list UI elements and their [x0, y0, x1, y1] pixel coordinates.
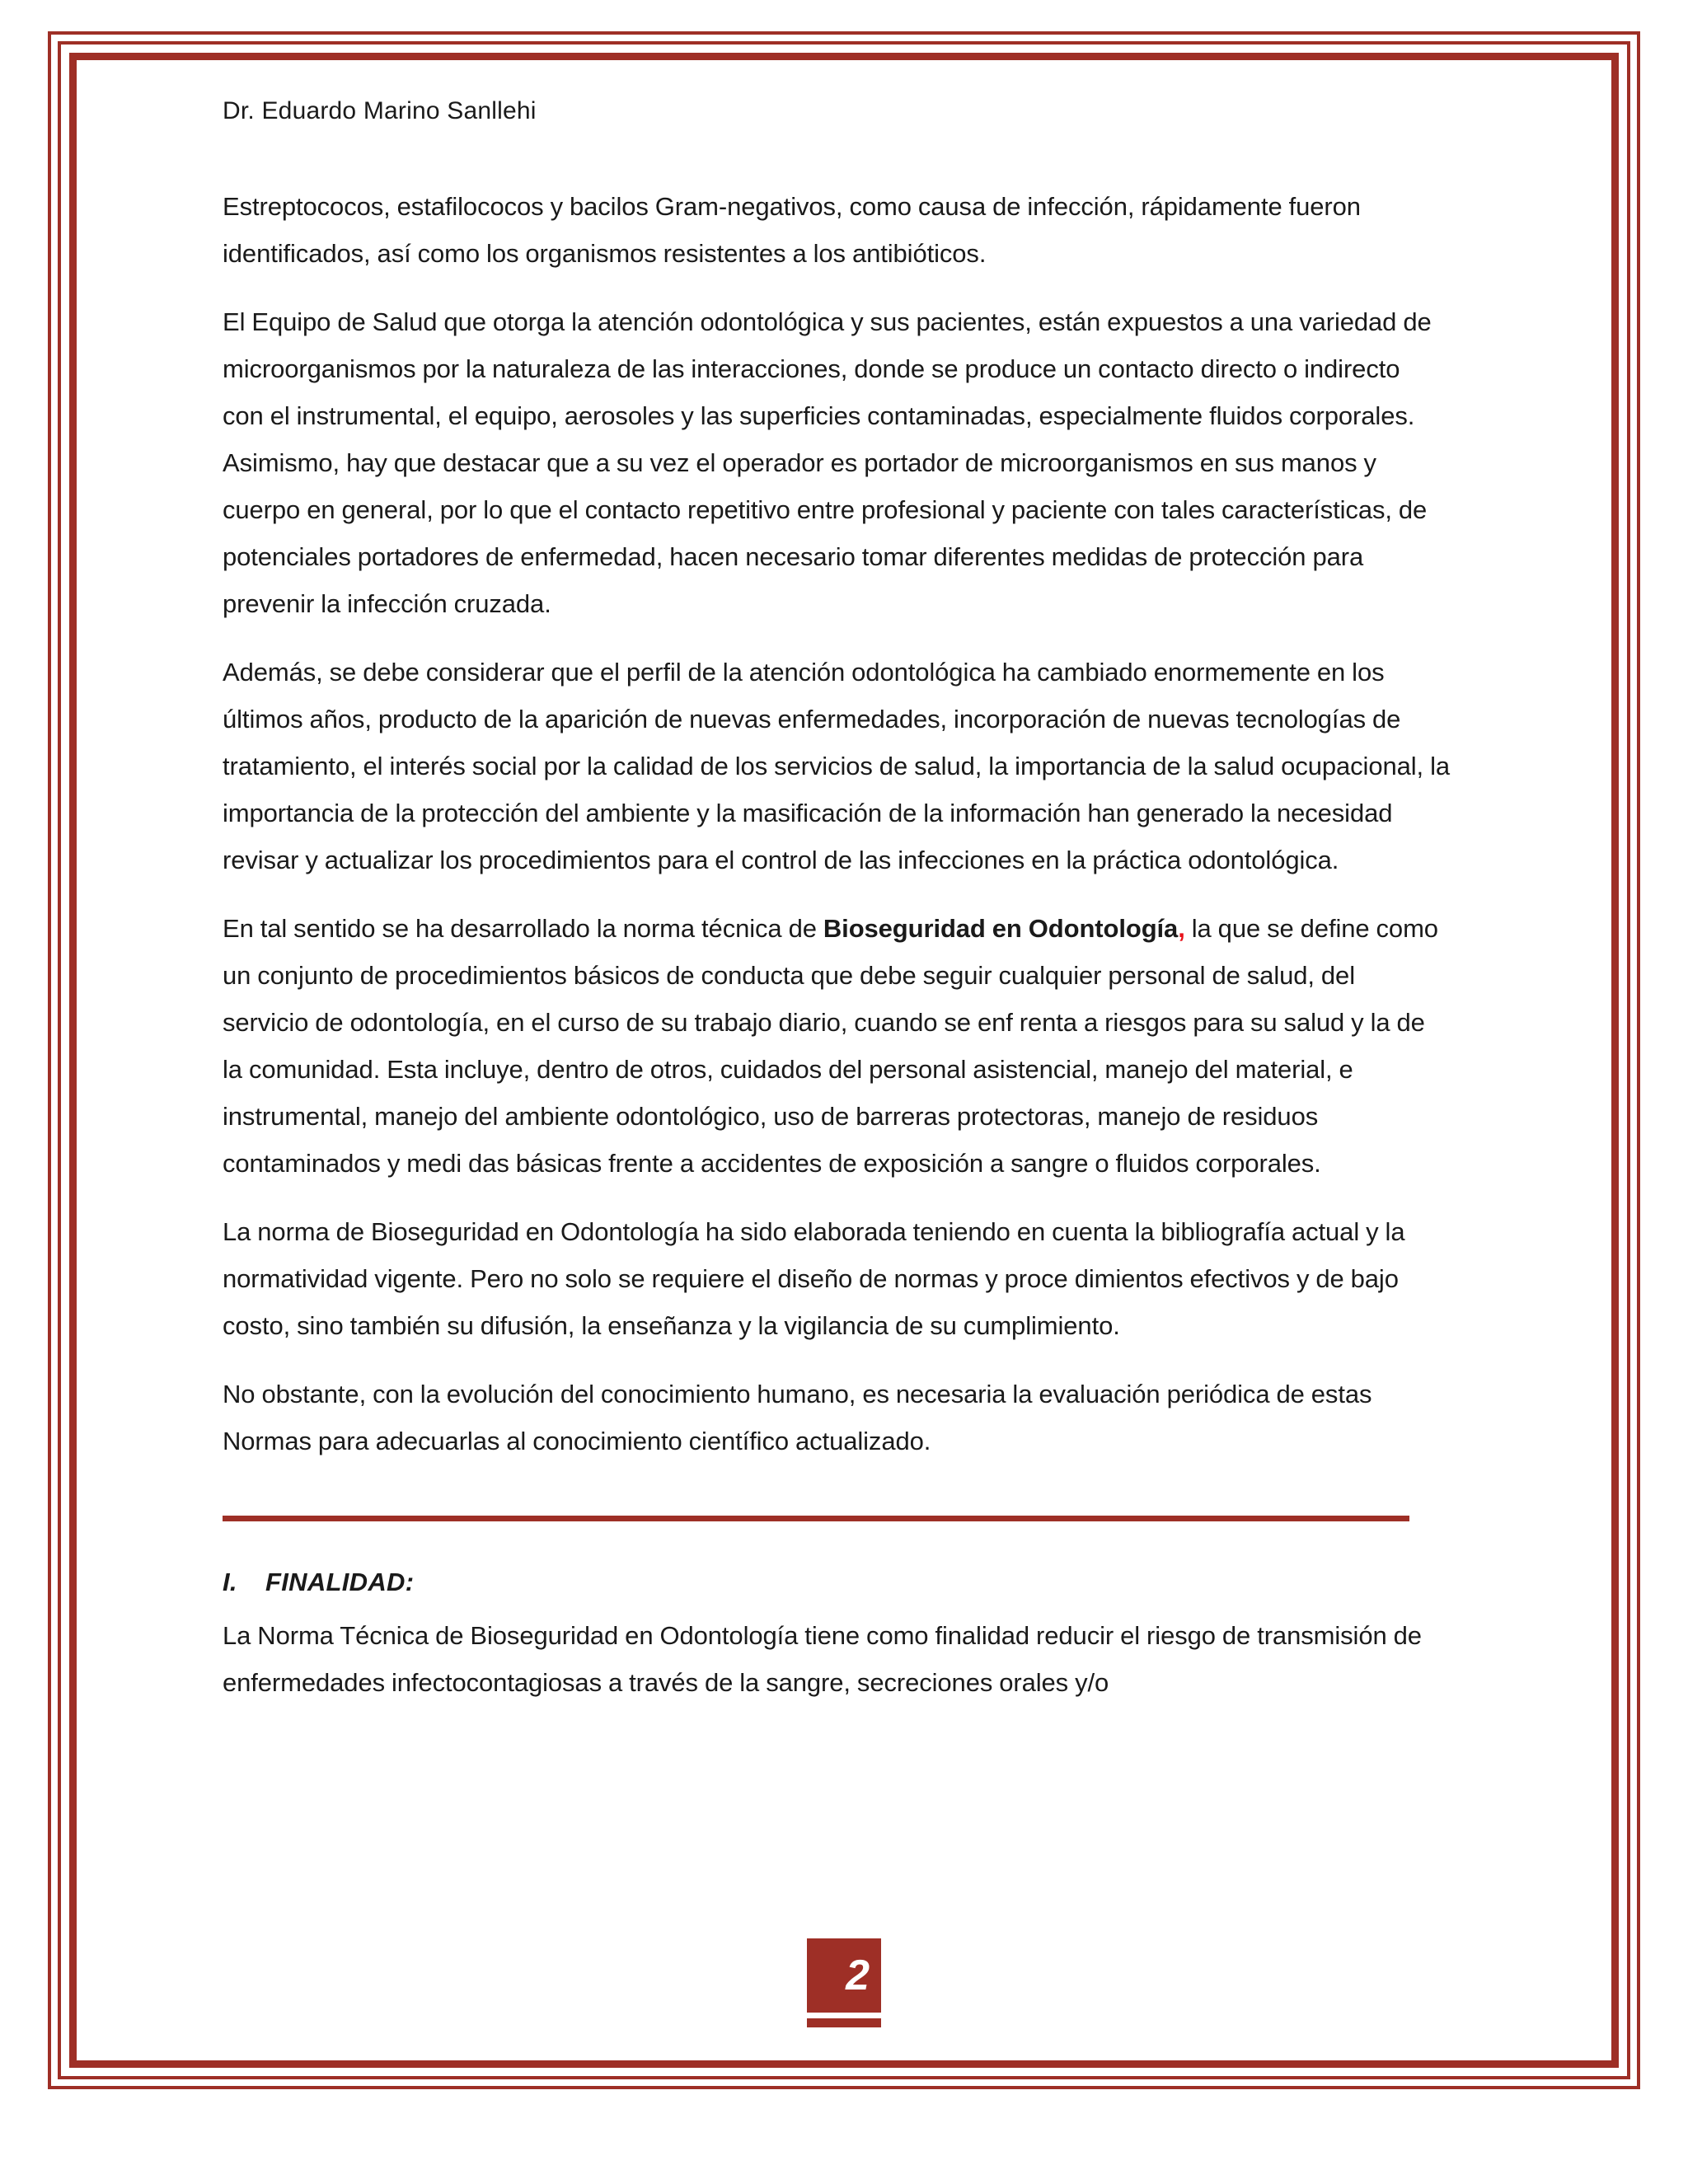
section-heading-finalidad — [223, 1568, 1447, 1597]
paragraph-microorganisms-identified: Estreptococos, estafilococos y bacilos Gram-negativos, como causa de infección, rápidamente fueron identificados, así como los organismos resistentes a los antibióticos. — [223, 192, 1361, 268]
paragraph-4-bold-term: Bioseguridad en Odontología — [823, 914, 1179, 943]
document-header-author: Dr. Eduardo Marino Sanllehi — [223, 97, 537, 124]
paragraph-dental-care-profile-change: Además, se debe considerar que el perfil de la atención odontológica ha cambiado enormemente en los últimos años, producto de la aparición de nuevas enfermedades, incorporación de nuevas tecnologías de tratamiento, el interés social por la calidad de los servicios de salud, la importancia de la salud ocupacional, la importancia de la protección del ambiente y la masificación de la información han generado la necesidad revisar y actualizar los procedimientos para el control de las infecciones en la práctica odontológica. — [223, 658, 1450, 874]
section-numeral: I. — [223, 1568, 237, 1596]
paragraph-finalidad-body: La Norma Técnica de Bioseguridad en Odontología tiene como finalidad reducir el riesgo de transmisión de enfermedades infectocontagiosas a través de la sangre, secreciones orales y/o — [223, 1621, 1422, 1697]
document-content — [223, 97, 1450, 1727]
paragraph-periodic-evaluation: No obstante, con la evolución del conocimiento humano, es necesaria la evaluación periódica de estas Normas para adecuarlas al conocimiento científico actualizado. — [223, 1380, 1372, 1455]
page-number-badge: 2 — [807, 1938, 881, 2013]
section-divider-rule — [223, 1516, 1409, 1521]
paragraph-biosafety-norm-definition — [223, 905, 1447, 1187]
paragraph-4-lead-text: En tal sentido se ha desarrollado la norma técnica de — [223, 914, 823, 943]
paragraph-4-red-comma: , — [1178, 914, 1185, 943]
section-title: FINALIDAD: — [265, 1568, 415, 1596]
paragraph-health-team-exposure: El Equipo de Salud que otorga la atención odontológica y sus pacientes, están expuestos a una variedad de microorganismos por la naturaleza de las interacciones, donde se produce un contacto directo o indirecto con el instrumental, el equipo, aerosoles y las superficies contaminadas, especialmente fluidos corporales. Asimismo, hay que destacar que a su vez el operador es portador de microorganismos en sus manos y cuerpo en general, por lo que el contacto repetitivo entre profesional y paciente con tales características, de potenciales portadores de enfermedad, hacen necesario tomar diferentes medidas de protección para prevenir la infección cruzada. — [223, 307, 1432, 618]
paragraph-norm-bibliography: La norma de Bioseguridad en Odontología ha sido elaborada teniendo en cuenta la bibliografía actual y la normatividad vigente. Pero no solo se requiere el diseño de normas y proce dimientos efectivos y de bajo costo, sino también su difusión, la enseñanza y la vigilancia de su cumplimiento. — [223, 1217, 1405, 1340]
page-number-footer — [0, 1938, 1688, 2027]
page-number-underbar — [807, 2018, 881, 2027]
paragraph-4-trailing-text: la que se define como un conjunto de procedimientos básicos de conducta que debe seguir cualquier personal de salud, del servicio de odontología, en el curso de su trabajo diario, cuando se enf renta a riesgos para su salud y la de la comunidad. Esta incluye, dentro de otros, cuidados del personal asistencial, manejo del material, e instrumental, manejo del ambiente odontológico, uso de barreras protectoras, manejo de residuos contaminados y medi das básicas frente a accidentes de exposición a sangre o fluidos corporales. — [223, 914, 1438, 1178]
